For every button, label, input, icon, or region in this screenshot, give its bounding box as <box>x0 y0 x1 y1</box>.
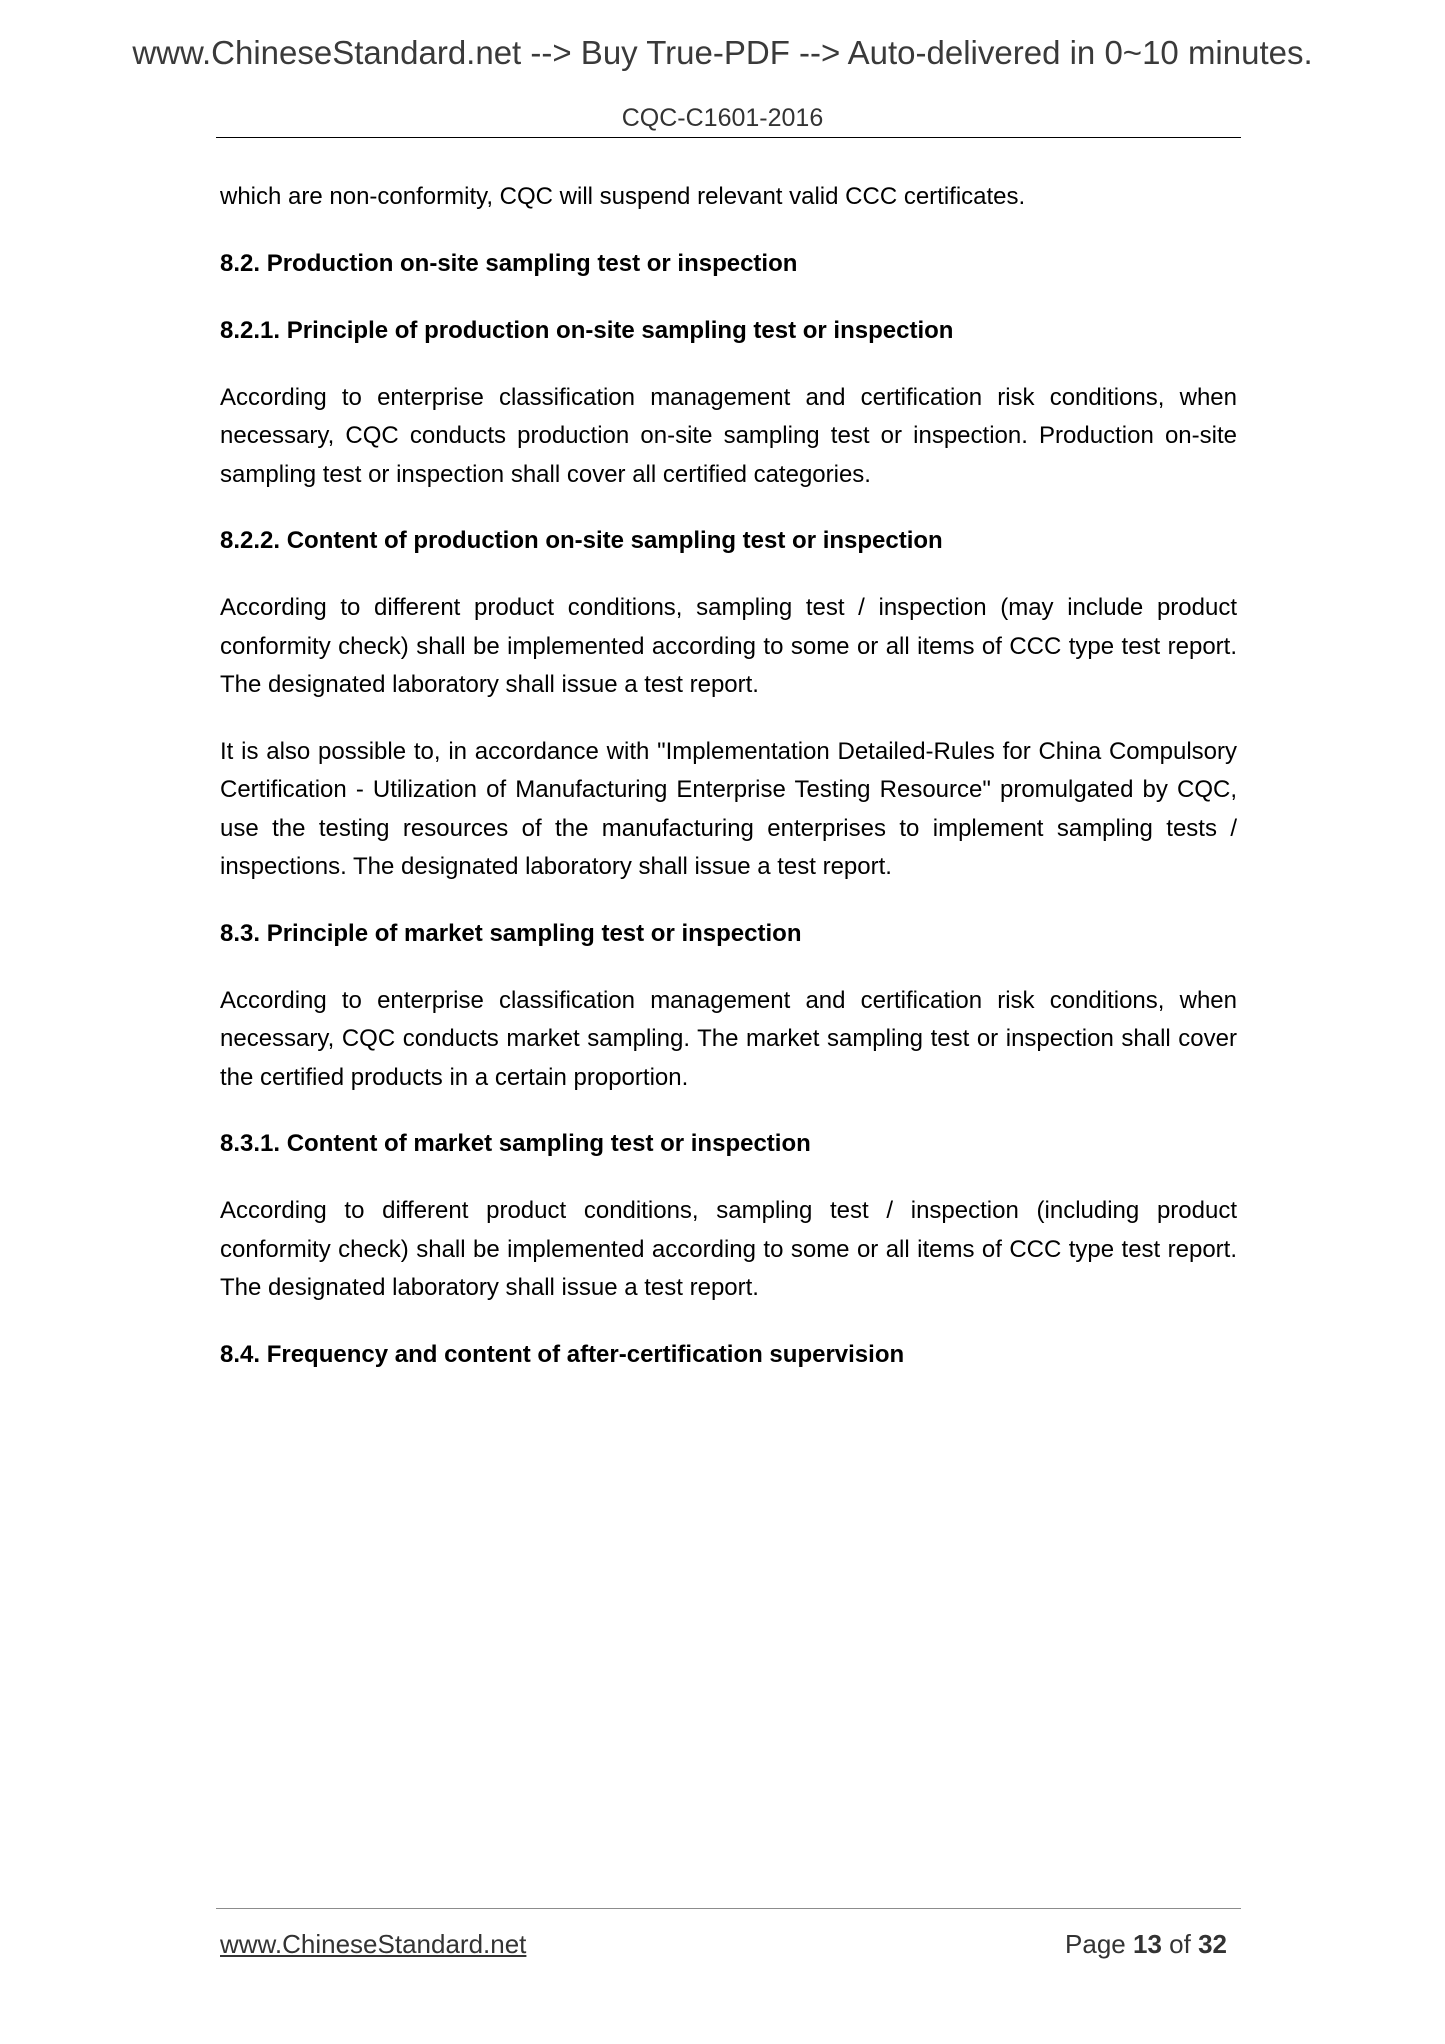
document-code: CQC-C1601-2016 <box>621 104 824 132</box>
page-content <box>220 178 1237 1403</box>
page-number <box>1065 1928 1227 1960</box>
heading-8-3: 8.3. Principle of market sampling test or inspection <box>220 919 802 947</box>
paragraph-8-2-2-a: According to different product conditions, sampling test / inspection (may include product conformity check) shall be implemented according to some or all items of CCC type test report. The designated laboratory shall issue a test report. <box>220 594 1237 698</box>
page-total: 32 <box>1198 1929 1227 1959</box>
heading-8-2-1: 8.2.1. Principle of production on-site sampling test or inspection <box>220 316 954 344</box>
page-current: 13 <box>1133 1929 1162 1959</box>
paragraph-8-3-1: According to different product conditions, sampling test / inspection (including product conformity check) shall be implemented according to some or all items of CCC type test report. The designated laboratory shall issue a test report. <box>220 1197 1237 1301</box>
paragraph-8-2-1: According to enterprise classification management and certification risk conditions, when necessary, CQC conducts production on-site sampling test or inspection. Production on-site sampling test or inspection shall cover all certified categories. <box>220 383 1237 488</box>
heading-8-2: 8.2. Production on-site sampling test or inspection <box>220 249 798 277</box>
paragraph-continuation: which are non-conformity, CQC will suspend relevant valid CCC certificates. <box>220 183 1026 210</box>
footer-website-link[interactable]: www.ChineseStandard.net <box>220 1929 527 1959</box>
heading-8-3-1: 8.3.1. Content of market sampling test or inspection <box>220 1130 811 1157</box>
header-divider <box>216 137 1241 138</box>
heading-8-4: 8.4. Frequency and content of after-certification supervision <box>220 1340 905 1368</box>
top-banner: www.ChineseStandard.net --> Buy True-PDF --> Auto-delivered in 0~10 minutes. <box>132 34 1313 71</box>
footer-divider <box>216 1908 1241 1909</box>
paragraph-8-3: According to enterprise classification management and certification risk conditions, when necessary, CQC conducts market sampling. The market sampling test or inspection shall cover the certified products in a certain proportion. <box>220 986 1237 1091</box>
page-label: Page <box>1065 1929 1126 1959</box>
heading-8-2-2: 8.2.2. Content of production on-site sampling test or inspection <box>220 527 943 554</box>
of-label: of <box>1169 1929 1191 1959</box>
paragraph-8-2-2-b: It is also possible to, in accordance with "Implementation Detailed-Rules for China Compulsory Certification - Utilization of Manufacturing Enterprise Testing Resource" promulgated by CQC, use the testing resources of the manufacturing enterprises to implement sampling tests / inspections. The designated laboratory shall issue a test report. <box>220 737 1237 880</box>
